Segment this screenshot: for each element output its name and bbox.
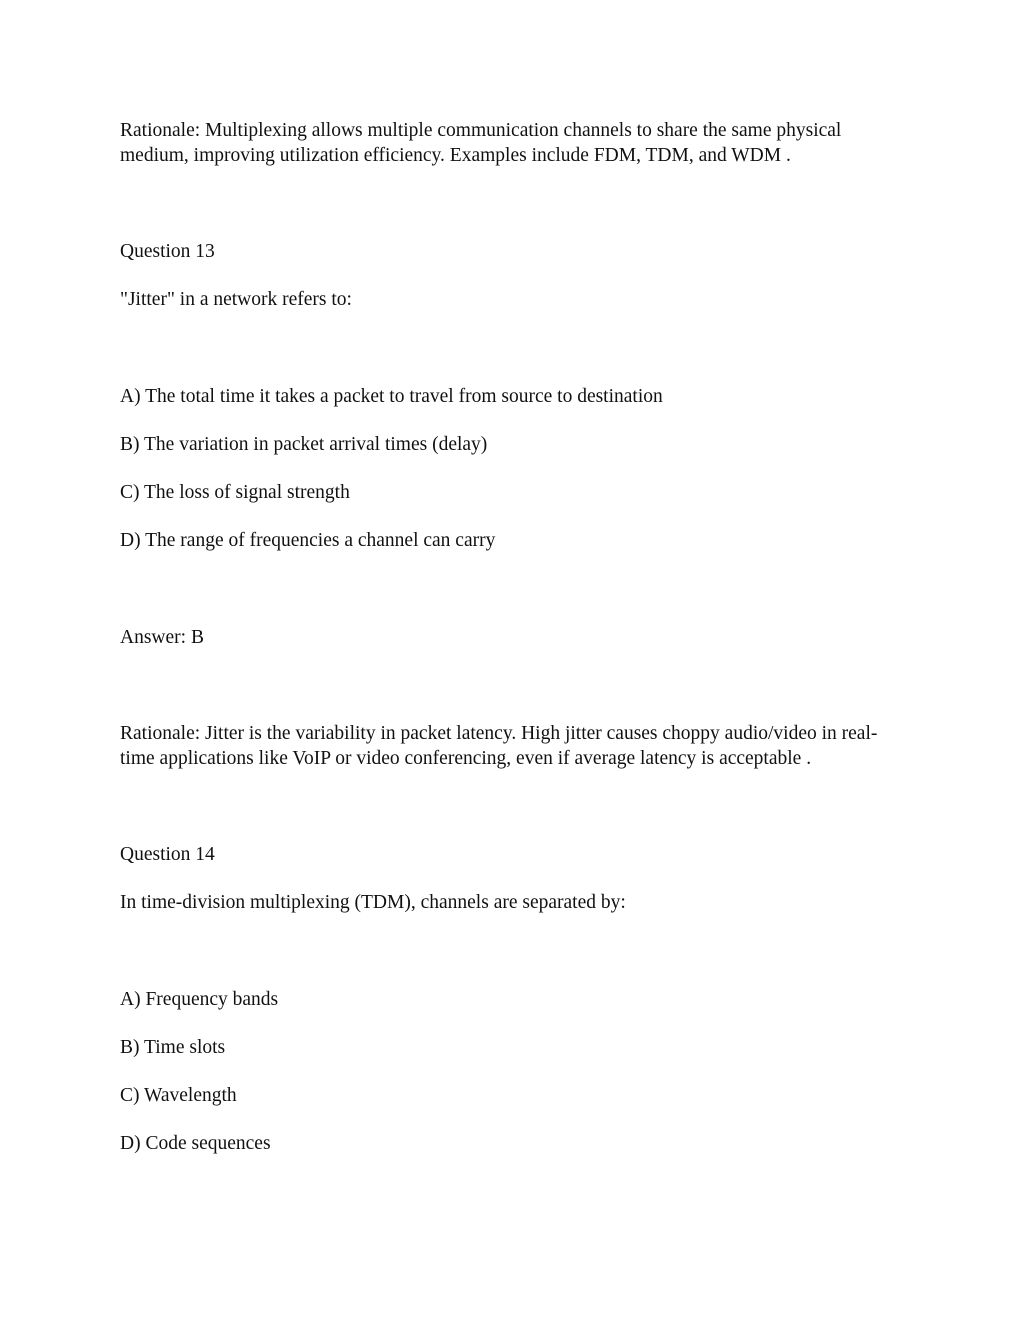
question-13-option-d: D) The range of frequencies a channel can carry — [120, 530, 496, 551]
question-13-option-b: B) The variation in packet arrival times (delay) — [120, 434, 488, 455]
question-14-option-a: A) Frequency bands — [120, 989, 279, 1010]
question-13-rationale-line-2: time applications like VoIP or video conferencing, even if average latency is acceptable . — [120, 748, 812, 769]
question-14-option-b: B) Time slots — [120, 1037, 226, 1058]
question-13-heading: Question 13 — [120, 241, 215, 262]
question-14-option-d: D) Code sequences — [120, 1133, 271, 1154]
question-13-option-a: A) The total time it takes a packet to travel from source to destination — [120, 386, 663, 407]
question-14-prompt: In time-division multiplexing (TDM), channels are separated by: — [120, 892, 626, 913]
question-13-rationale-line-1: Rationale: Jitter is the variability in packet latency. High jitter causes choppy audio/video in real- — [120, 723, 878, 744]
question-13-option-c: C) The loss of signal strength — [120, 482, 350, 503]
question-13-answer: Answer: B — [120, 627, 204, 648]
question-13-prompt: "Jitter" in a network refers to: — [120, 289, 352, 310]
rationale-12-line-1: Rationale: Multiplexing allows multiple communication channels to share the same physical — [120, 120, 842, 141]
question-14-option-c: C) Wavelength — [120, 1085, 237, 1106]
rationale-12-line-2: medium, improving utilization efficiency. Examples include FDM, TDM, and WDM . — [120, 145, 791, 166]
question-14-heading: Question 14 — [120, 844, 215, 865]
